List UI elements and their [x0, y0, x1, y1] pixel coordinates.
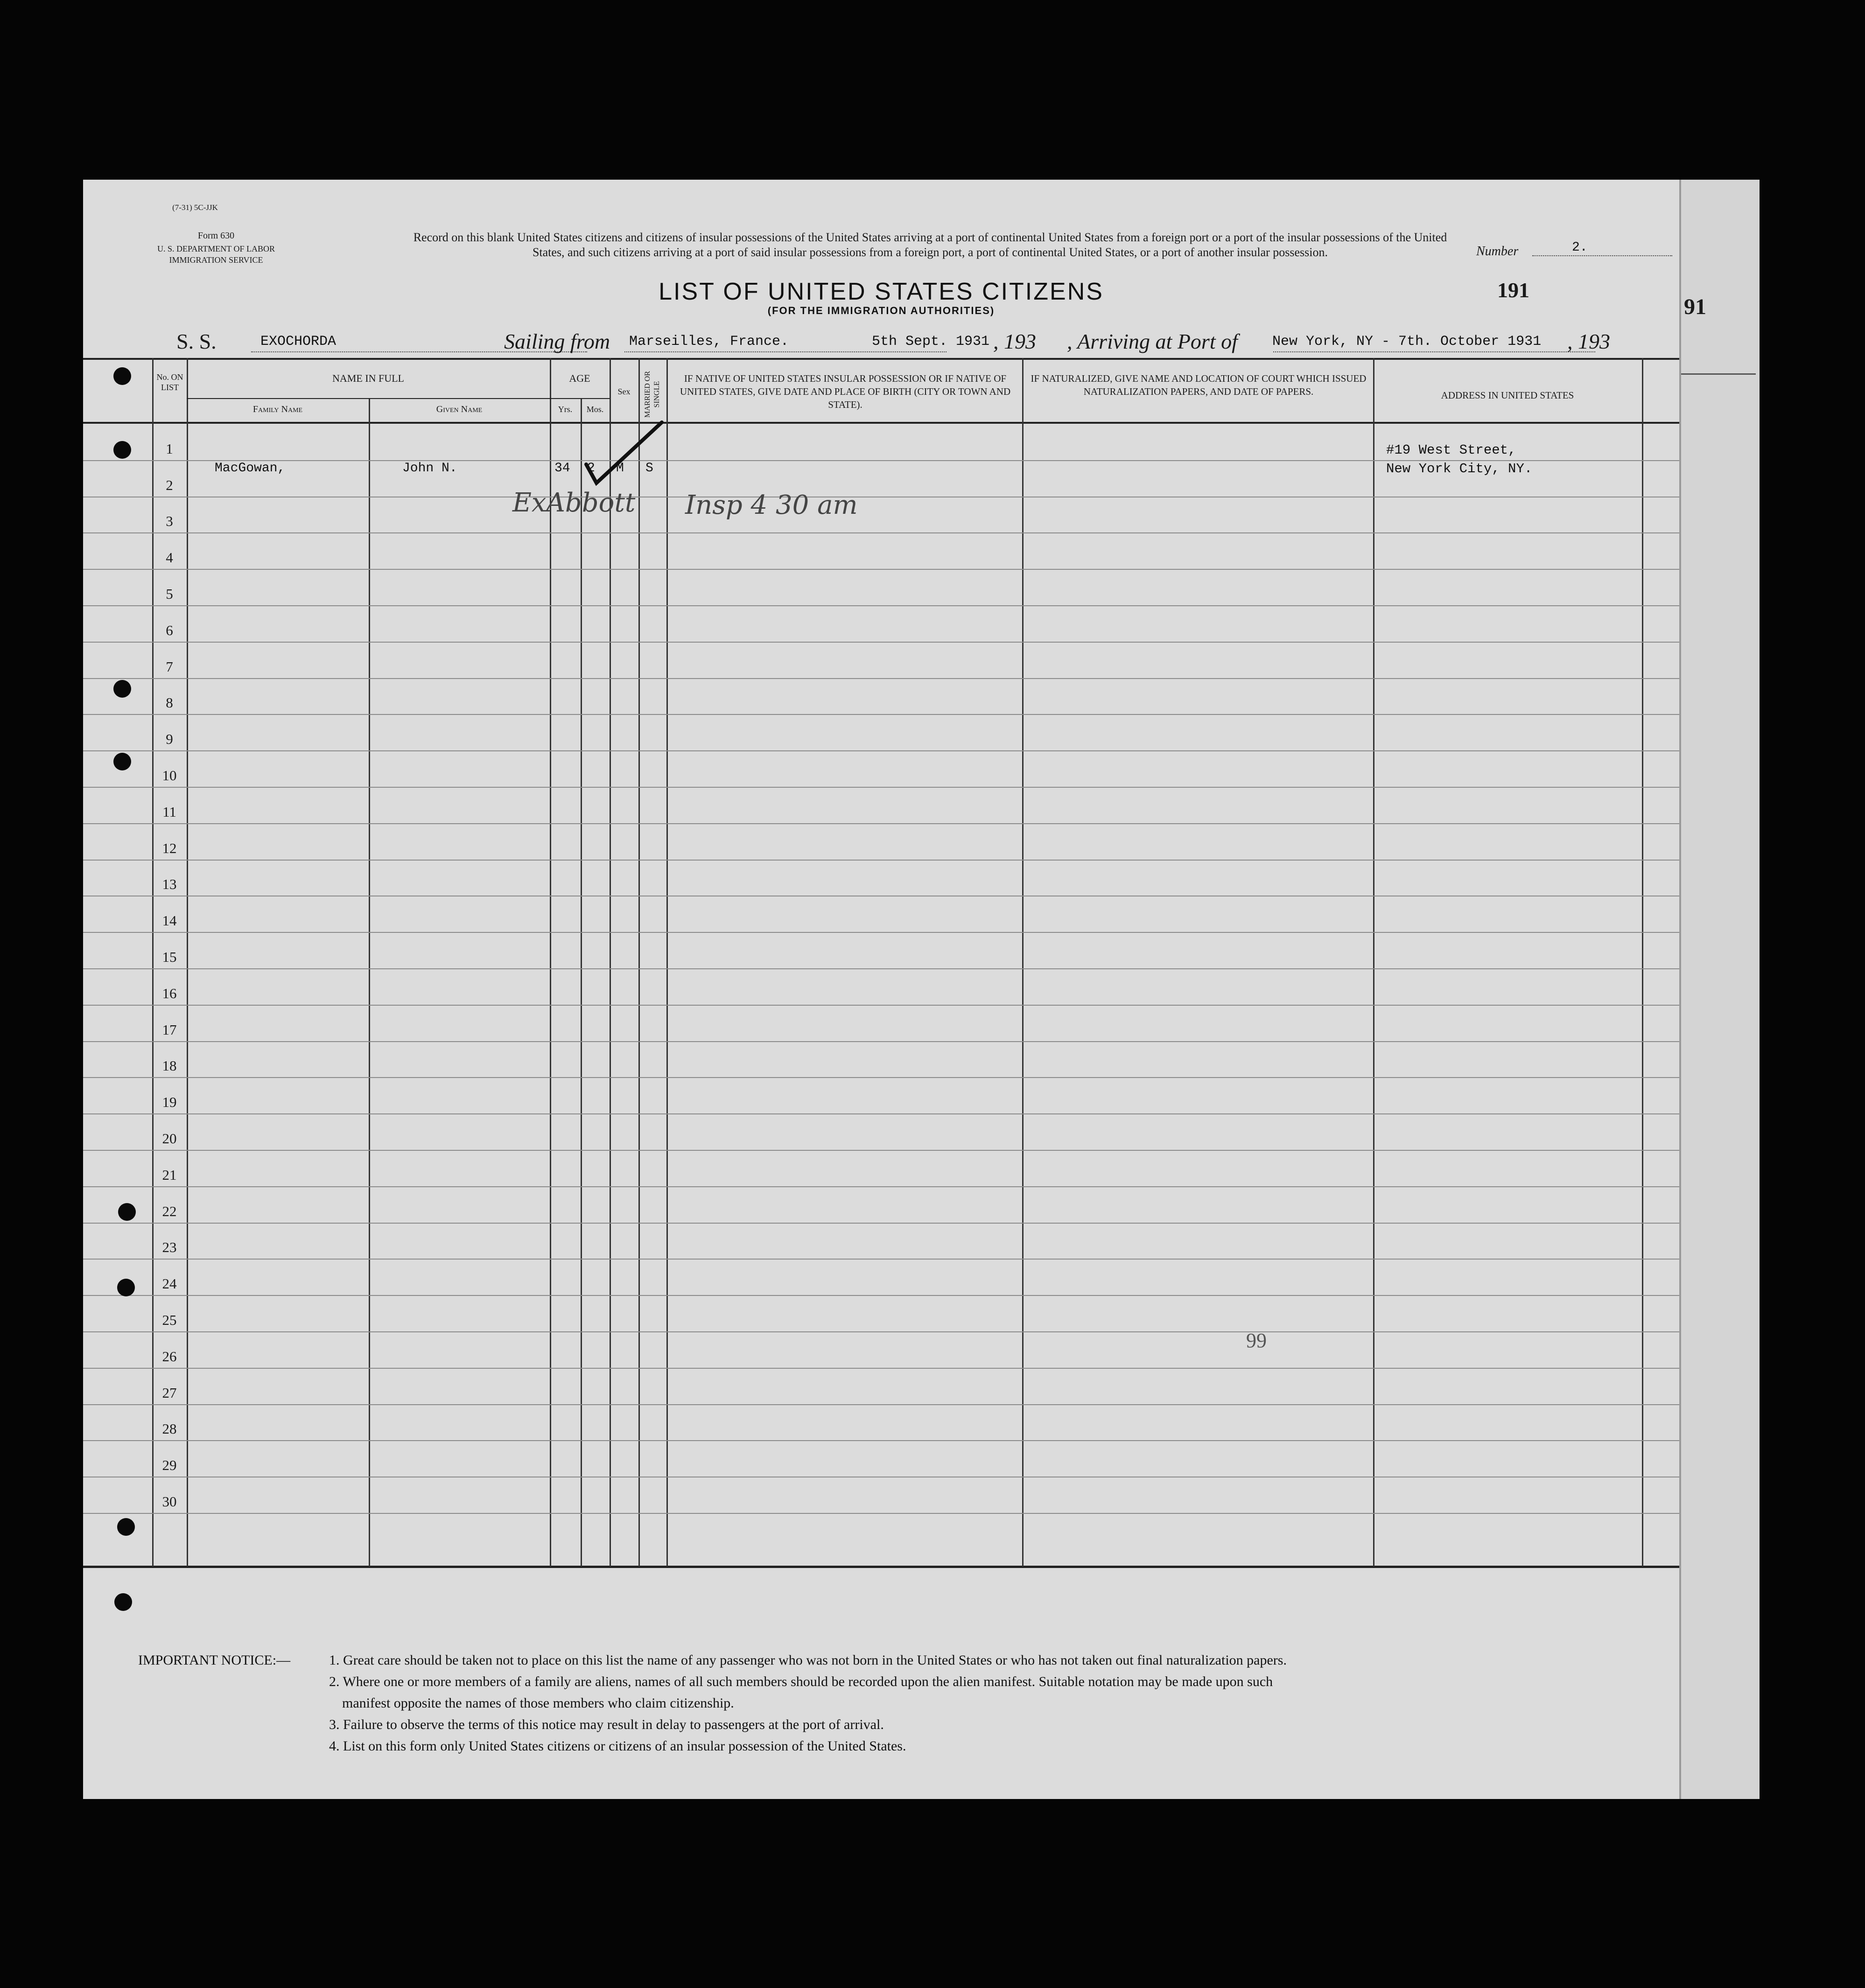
manifest-page — [83, 180, 1679, 1799]
row-number: 1 — [166, 441, 173, 457]
row-number: 18 — [162, 1057, 177, 1074]
punch-hole — [117, 1279, 135, 1296]
row-number: 11 — [162, 804, 176, 820]
row-number: 20 — [162, 1130, 177, 1147]
page-stamp: 99 — [1246, 1329, 1267, 1352]
col-yrs: Yrs. — [558, 405, 573, 414]
entry-family-name: MacGowan, — [215, 461, 286, 476]
punch-hole — [118, 1203, 136, 1221]
row-number: 22 — [162, 1203, 177, 1219]
check-mark — [582, 413, 666, 497]
row-rule — [83, 1223, 1679, 1224]
col-divider — [666, 358, 668, 1567]
form-title: LIST OF UNITED STATES CITIZENS — [659, 278, 1104, 305]
row-number: 12 — [162, 840, 177, 856]
entry-given-name: John N. — [402, 461, 457, 476]
row-number: 6 — [166, 622, 173, 638]
col-given-name: Given Name — [436, 404, 483, 414]
col-divider — [187, 358, 188, 1567]
col-no-on-list: No. ON LIST — [156, 372, 183, 392]
row-number: 28 — [162, 1421, 177, 1437]
row-number: 30 — [162, 1493, 177, 1510]
row-rule — [83, 678, 1679, 679]
handwritten-note-2: Insp 4 30 am — [685, 490, 858, 520]
col-divider — [638, 358, 640, 1567]
row-rule — [83, 1513, 1679, 1514]
row-rule — [83, 1186, 1679, 1187]
col-address: ADDRESS IN UNITED STATES — [1441, 390, 1574, 401]
row-number: 23 — [162, 1239, 177, 1255]
row-rule — [83, 1150, 1679, 1151]
port-to: New York, NY - 7th. October 1931 — [1272, 334, 1542, 350]
row-rule — [83, 1041, 1679, 1042]
col-married-single: MARRIED OR SINGLE — [644, 371, 661, 418]
ss-label: S. S. — [176, 329, 217, 353]
col-divider — [1642, 358, 1643, 1567]
year-suffix-1: , 193 — [993, 329, 1036, 353]
sailing-label: Sailing from — [504, 329, 610, 353]
arriving-label: , Arriving at Port of — [1067, 329, 1238, 353]
row-rule — [83, 1331, 1679, 1332]
entry-sex: M — [616, 461, 624, 476]
service: IMMIGRATION SERVICE — [169, 255, 263, 265]
row-rule — [83, 1368, 1679, 1369]
row-number: 19 — [162, 1094, 177, 1110]
col-divider — [369, 399, 370, 1567]
row-rule — [83, 569, 1679, 570]
row-number: 25 — [162, 1312, 177, 1328]
row-number: 3 — [166, 513, 173, 529]
number-underline — [1532, 255, 1672, 256]
port-from-underline — [624, 351, 947, 352]
row-number: 2 — [166, 477, 173, 493]
header-bottom-rule — [83, 422, 1679, 424]
number-value: 2. — [1572, 240, 1588, 255]
col-divider — [1022, 358, 1024, 1567]
col-native-birth: IF NATIVE OF UNITED STATES INSULAR POSSESSION OR IF NATIVE OF UNITED STATES, GIVE DATE AND PLACE OF BIRTH (CITY OR TOWN AND STATE). — [680, 373, 1011, 410]
col-divider — [550, 358, 551, 1567]
row-number: 29 — [162, 1457, 177, 1473]
age-subheader-rule — [550, 398, 610, 399]
row-rule — [83, 750, 1679, 751]
row-rule — [83, 532, 1679, 533]
row-rule — [83, 605, 1679, 606]
underlying-sheet-edge — [1679, 180, 1760, 1799]
col-divider — [581, 399, 582, 1567]
row-number: 24 — [162, 1275, 177, 1292]
row-rule — [83, 787, 1679, 788]
number-label: Number — [1476, 244, 1519, 259]
department: U. S. DEPARTMENT OF LABOR — [157, 244, 275, 253]
notice-heading: IMPORTANT NOTICE:— — [138, 1652, 291, 1668]
row-rule — [83, 1259, 1679, 1260]
edge-rule — [1681, 373, 1756, 375]
row-rule — [83, 1077, 1679, 1078]
row-number: 9 — [166, 731, 173, 747]
row-number: 7 — [166, 658, 173, 675]
row-rule — [83, 823, 1679, 824]
row-number: 17 — [162, 1022, 177, 1038]
entry-age-months: 2 — [587, 461, 595, 476]
row-number: 21 — [162, 1167, 177, 1183]
edge-page-mark: 91 — [1684, 294, 1706, 319]
row-number: 15 — [162, 949, 177, 965]
port-from: Marseilles, France. — [629, 334, 789, 350]
sail-date: 5th Sept. 1931 — [872, 334, 990, 350]
col-age: AGE — [569, 372, 590, 384]
row-rule — [83, 968, 1679, 969]
row-number: 4 — [166, 549, 173, 566]
col-sex: Sex — [617, 387, 631, 396]
col-mos: Mos. — [586, 405, 604, 414]
row-number: 10 — [162, 767, 177, 784]
row-number: 16 — [162, 985, 177, 1001]
form-code: (7-31) 5C-JJK — [172, 203, 218, 212]
year-suffix-2: , 193 — [1567, 329, 1610, 353]
row-rule — [83, 1404, 1679, 1405]
row-number: 27 — [162, 1385, 177, 1401]
col-name-in-full: NAME IN FULL — [332, 372, 404, 384]
row-rule — [83, 642, 1679, 643]
punch-hole — [113, 441, 131, 459]
col-naturalized: IF NATURALIZED, GIVE NAME AND LOCATION OF COURT WHICH ISSUED NATURALIZATION PAPERS, AND DATE OF PAPERS. — [1031, 373, 1367, 397]
notice-item-4: 4. List on this form only United States citizens or citizens of an insular possession of the United States. — [329, 1738, 906, 1754]
row-number: 26 — [162, 1348, 177, 1365]
row-number: 8 — [166, 694, 173, 711]
row-rule — [83, 714, 1679, 715]
col-family-name: Family Name — [252, 404, 303, 414]
row-number: 5 — [166, 586, 173, 602]
stamp-number: 191 — [1497, 278, 1529, 302]
table-top-rule — [83, 358, 1679, 360]
row-rule — [83, 1295, 1679, 1296]
row-rule — [83, 1440, 1679, 1441]
punch-hole — [114, 1593, 132, 1611]
row-rule — [83, 1113, 1679, 1114]
row-rule — [83, 932, 1679, 933]
port-to-underline — [1273, 351, 1595, 352]
notice-item-2: 2. Where one or more members of a family are aliens, names of all such members should be recorded upon the alien manifest. Suitable notation may be made upon such — [329, 1674, 1273, 1689]
punch-hole — [117, 1518, 135, 1536]
notice-item-2-cont: manifest opposite the names of those members who claim citizenship. — [342, 1695, 734, 1711]
entry-age-years: 34 — [554, 461, 570, 476]
row-rule — [83, 1005, 1679, 1006]
name-subheader-rule — [187, 398, 550, 399]
notice-item-1: 1. Great care should be taken not to place on this list the name of any passenger who was not born in the United States or who has not taken out final naturalization papers. — [329, 1652, 1287, 1668]
entry-address-line-2: New York City, NY. — [1386, 461, 1533, 476]
punch-hole — [113, 367, 131, 385]
row-number: 13 — [162, 876, 177, 892]
row-number: 14 — [162, 912, 177, 929]
entry-address-line-1: #19 West Street, — [1386, 442, 1516, 458]
handwritten-note-1: ExAbbott — [512, 488, 636, 518]
punch-hole — [113, 753, 131, 770]
col-divider — [610, 358, 611, 1567]
notice-item-3: 3. Failure to observe the terms of this notice may result in delay to passengers at the port of arrival. — [329, 1717, 884, 1732]
entry-marital-status: S — [645, 461, 653, 476]
table-bottom-rule — [83, 1566, 1679, 1568]
form-number: Form 630 — [197, 231, 235, 241]
intro-paragraph: Record on this blank United States citizens and citizens of insular possessions of the United States arriving at a port of continental United States from a foreign port or a port of the insular possessions of the United States, and such citizens arriving at a port of said insular possessions from a foreign port, a port of continental United States, or a port of another insular possession. — [413, 231, 1447, 259]
punch-hole — [113, 680, 131, 698]
ship-name: EXOCHORDA — [260, 334, 337, 350]
col-divider — [1373, 358, 1374, 1567]
row-rule — [83, 860, 1679, 861]
form-subtitle: (FOR THE IMMIGRATION AUTHORITIES) — [767, 305, 995, 316]
